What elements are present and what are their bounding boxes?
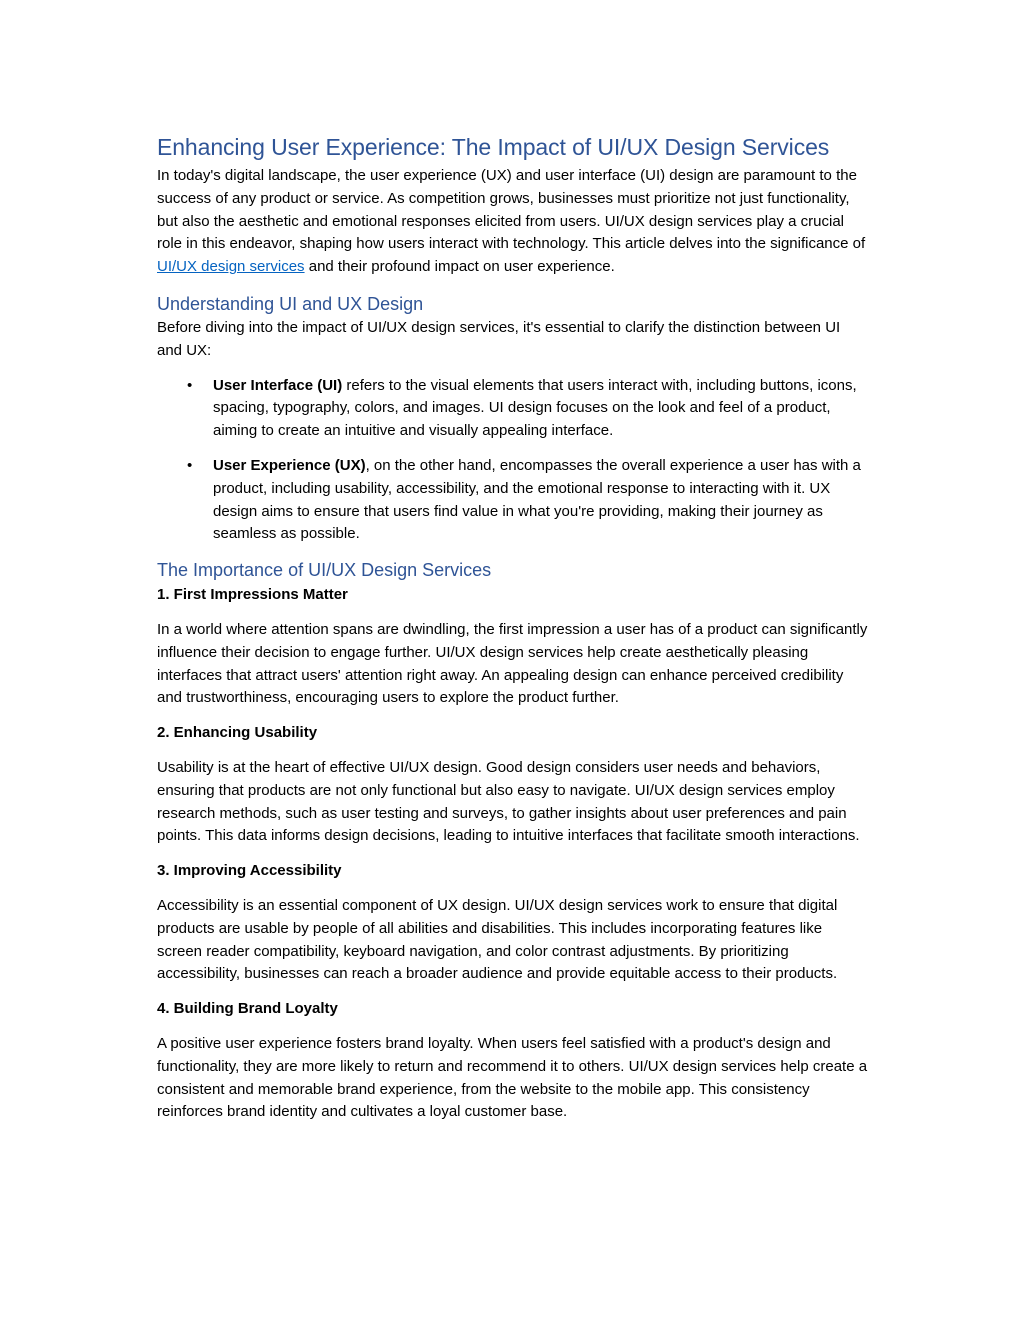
term-ui: User Interface (UI) — [213, 376, 343, 394]
intro-paragraph — [157, 165, 869, 279]
term-ux: User Experience (UX) — [213, 456, 366, 474]
subheading-first-impressions: 1. First Impressions Matter — [157, 586, 348, 604]
paragraph-enhancing-usability: Usability is at the heart of effective UI/UX design. Good design considers user needs and behaviors, ensuring that products are not only functional but also easy to navigate. UI/UX design services employ research methods, such as user testing and surveys, to gather insights about user preferences and pain points. This data informs design decisions, leading to intuitive interfaces that facilitate smooth interactions. — [157, 758, 860, 845]
list-item-ui-definition — [187, 375, 869, 443]
document-title: Enhancing User Experience: The Impact of UI/UX Design Services — [157, 134, 830, 160]
paragraph-building-brand-loyalty: A positive user experience fosters brand loyalty. When users feel satisfied with a product's design and functionality, they are more likely to return and recommend it to others. UI/UX design services help create a consistent and memorable brand experience, from the website to the mobile app. This consistency reinforces brand identity and cultivates a loyal customer base. — [157, 1034, 868, 1121]
section-heading-importance: The Importance of UI/UX Design Services — [157, 560, 492, 581]
subheading-improving-accessibility: 3. Improving Accessibility — [157, 862, 342, 880]
bullet-icon: • — [187, 376, 193, 394]
document-page — [157, 131, 869, 1124]
ui-ux-definition-list — [157, 375, 869, 547]
ui-ux-design-services-link[interactable]: UI/UX design services — [157, 258, 305, 276]
intro-text-after-link: and their profound impact on user experience. — [304, 258, 615, 276]
paragraph-first-impressions: In a world where attention spans are dwindling, the first impression a user has of a product can significantly influence their decision to engage further. UI/UX design services help create aesthetically pleasing interfaces that attract users' attention right away. An appealing design can enhance perceived credibility and trustworthiness, encouraging users to explore the product further. — [157, 620, 868, 707]
definition-ux: , on the other hand, encompasses the overall experience a user has with a product, including usability, accessibility, and the emotional response to interacting with it. UX design aims to ensure that users find value in what you're providing, making their journey as seamless as possible. — [213, 456, 861, 543]
list-item-ux-definition — [187, 455, 869, 546]
definition-ui: refers to the visual elements that users interact with, including buttons, icons, spacing, typography, colors, and images. UI design focuses on the look and feel of a product, aiming to create an intuitive and visually appealing interface. — [213, 376, 857, 440]
paragraph-improving-accessibility: Accessibility is an essential component of UX design. UI/UX design services work to ensure that digital products are usable by people of all abilities and disabilities. This includes incorporating features like screen reader compatibility, keyboard navigation, and color contrast adjustments. By prioritizing accessibility, businesses can reach a broader audience and provide equitable access to their products. — [157, 896, 838, 983]
subheading-enhancing-usability: 2. Enhancing Usability — [157, 724, 318, 742]
intro-text-before-link: In today's digital landscape, the user experience (UX) and user interface (UI) design are paramount to the success of any product or service. As competition grows, businesses must prioritize not just functionality, but also the aesthetic and emotional responses elicited from users. UI/UX design services play a crucial role in this endeavor, shaping how users interact with technology. This article delves into the significance of — [157, 167, 866, 253]
section1-intro-paragraph: Before diving into the impact of UI/UX design services, it's essential to clarify the distinction between UI and UX: — [157, 318, 841, 359]
section-heading-understanding: Understanding UI and UX Design — [157, 293, 424, 314]
subheading-building-brand-loyalty: 4. Building Brand Loyalty — [157, 1000, 338, 1018]
bullet-icon: • — [187, 456, 193, 474]
